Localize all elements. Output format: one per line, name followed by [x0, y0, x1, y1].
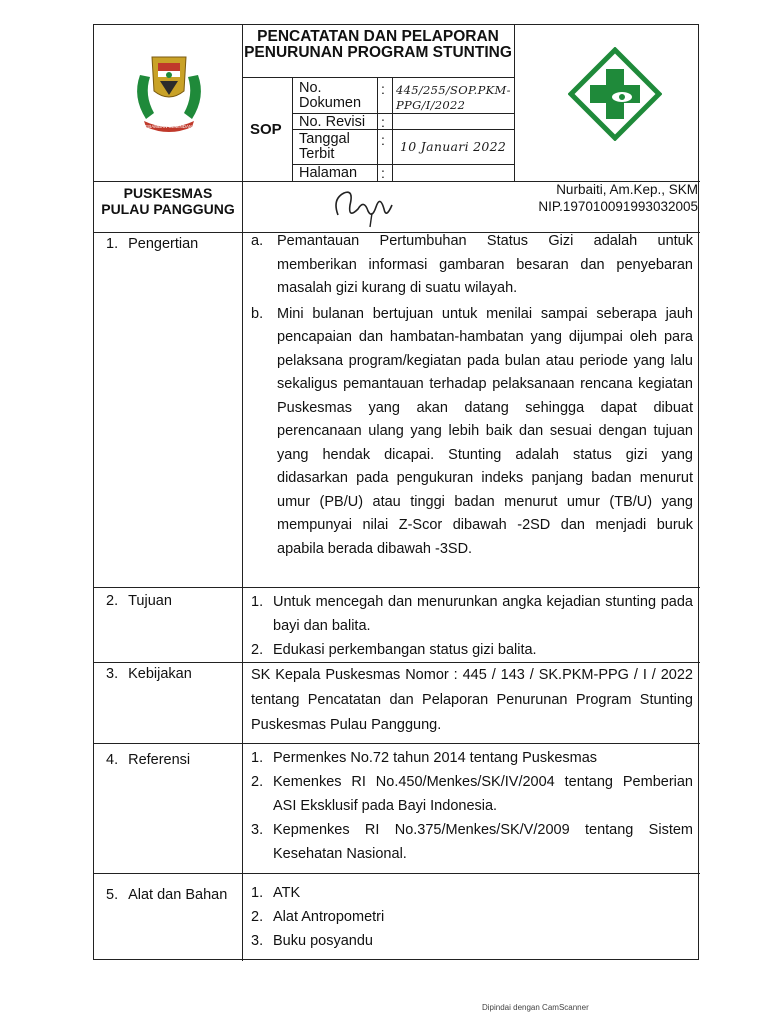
item-text: Edukasi perkembangan status gizi balita.	[273, 642, 537, 658]
list-item	[251, 905, 693, 929]
list-item	[251, 303, 693, 562]
field-value-tanggal-terbit: 10 Januari 2022	[400, 139, 507, 154]
scanner-watermark: Dipindai dengan CamScanner	[482, 1003, 589, 1012]
field-label-tanggal-terbit: Tanggal Terbit	[299, 131, 350, 162]
section-label-referensi	[106, 752, 190, 768]
item-marker: 3.	[251, 822, 264, 838]
signer-name: Nurbaiti, Am.Kep., SKM	[556, 182, 698, 197]
item-marker: 1.	[251, 594, 264, 610]
section-number: 2.	[106, 593, 119, 609]
field-colon: :	[381, 165, 385, 181]
kebijakan-text: SK Kepala Puskesmas Nomor : 445 / 143 / SK.PKM-PPG / I / 2022 tentang Pencatatan dan Pelaporan Penurunan Program Stunting Puskesmas Pulau Panggung.	[251, 667, 693, 733]
document-title: PENCATATAN DAN PELAPORAN PENURUNAN PROGRAM STUNTING	[244, 28, 512, 61]
field-label-no-revisi: No. Revisi	[299, 114, 366, 130]
item-text: Buku posyandu	[273, 933, 373, 949]
item-text: Mini bulanan bertujuan untuk menilai sampai seberapa jauh pencapaian dan hambatan-hambatan yang dijumpai oleh para pelaksana program/kegiatan pada bulan atau periode yang lalu sekaligus pemantauan terhadap pelaksanaan rencana kegiatan Puskesmas yang akan datang sehingga dapat dibuat perencanaan ulang yang lebih baik dan sesuai dengan tujuan yang hendak dicapai. Stunting adalah status gizi yang didasarkan pada pengukuran indeks panjang badan menurut umur (PB/U) atau tinggi badan menurut umur (TB/U) yang mempunyai nilai Z-Scor dibawah -2SD dan menjadi buruk apabila berada dibawah -3SD.	[277, 305, 693, 557]
puskesmas-name: PUSKESMAS PULAU PANGGUNG	[101, 185, 235, 217]
section-title: Alat dan Bahan	[128, 887, 228, 903]
section-title: Referensi	[128, 752, 191, 768]
section-title: Kebijakan	[128, 666, 192, 682]
section-number: 1.	[106, 236, 119, 252]
field-colon: :	[381, 81, 385, 97]
section-title: Tujuan	[128, 593, 172, 609]
logo-banner-text: SEBAMBAN SEMINDANG	[142, 124, 196, 129]
item-marker: 1.	[251, 750, 264, 766]
item-text: Permenkes No.72 tahun 2014 tentang Puskesmas	[273, 750, 598, 766]
section-number: 3.	[106, 666, 119, 682]
section-label-kebijakan	[106, 666, 192, 682]
regency-emblem-icon	[124, 47, 214, 137]
section-number: 4.	[106, 752, 119, 768]
list-item	[251, 818, 693, 866]
field-label-halaman: Halaman	[299, 165, 358, 181]
signatory	[490, 181, 698, 215]
item-marker: a.	[251, 233, 264, 249]
field-colon: :	[381, 132, 385, 148]
item-marker: b.	[251, 305, 264, 322]
list-item	[251, 881, 693, 905]
signer-nip: NIP.197010091993032005	[538, 199, 698, 214]
list-item	[251, 638, 693, 662]
item-marker: 3.	[251, 933, 264, 949]
pengertian-content	[251, 230, 693, 561]
section-label-alat-bahan	[106, 887, 227, 903]
section-label-tujuan	[106, 593, 172, 609]
signature-icon	[328, 185, 398, 229]
item-marker: 2.	[251, 909, 264, 925]
section-label-pengertian	[106, 236, 198, 252]
referensi-content	[251, 746, 693, 866]
tujuan-content	[251, 590, 693, 662]
sop-document	[93, 24, 699, 960]
section-title: Pengertian	[128, 236, 199, 252]
list-item	[251, 770, 693, 818]
item-text: Pemantauan Pertumbuhan Status Gizi adalah untuk memberikan informasi gambaran besaran dan penyebaran masalah gizi kurang di suatu wilayah.	[277, 233, 693, 296]
list-item	[251, 590, 693, 638]
sop-label: SOP	[250, 121, 282, 138]
puskesmas-cross-icon	[568, 47, 662, 141]
item-text: Kemenkes RI No.450/Menkes/SK/IV/2004 tentang Pemberian ASI Eksklusif pada Bayi Indonesia.	[273, 774, 693, 814]
item-text: Kepmenkes RI No.375/Menkes/SK/V/2009 tentang Sistem Kesehatan Nasional.	[273, 822, 693, 862]
item-text: Alat Antropometri	[273, 909, 385, 925]
list-item	[251, 230, 693, 301]
item-text: ATK	[273, 885, 301, 901]
list-item	[251, 746, 693, 770]
field-label-no-dokumen: No. Dokumen	[299, 80, 362, 111]
section-number: 5.	[106, 887, 119, 903]
item-marker: 1.	[251, 885, 264, 901]
field-colon: :	[381, 114, 385, 130]
field-value-no-dokumen: 445/255/SOP.PKM-PPG/I/2022	[396, 83, 511, 112]
list-item	[251, 929, 693, 953]
alat-bahan-content	[251, 881, 693, 953]
item-text: Untuk mencegah dan menurunkan angka kejadian stunting pada bayi dan balita.	[273, 594, 693, 634]
item-marker: 2.	[251, 774, 264, 790]
item-marker: 2.	[251, 642, 264, 658]
